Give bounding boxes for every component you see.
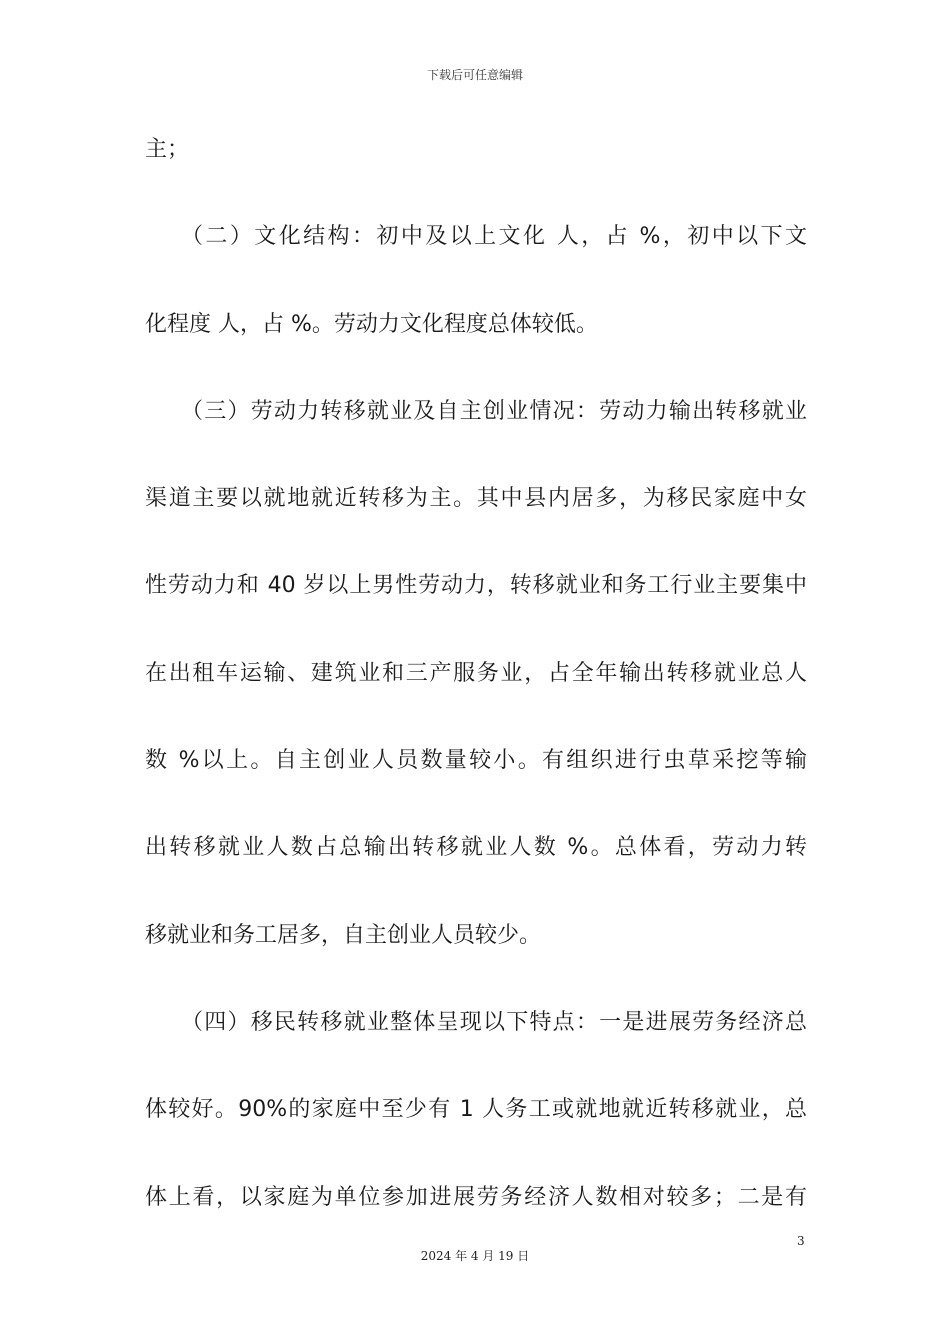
page-footer-date: 2024 年 4 月 19 日 (420, 1249, 530, 1263)
text-line: 出转移就业人数占总输出转移就业人数 %。总体看，劳动力转 (145, 835, 807, 861)
text-line: 在出租车运输、建筑业和三产服务业，占全年输出转移就业总人 (145, 660, 807, 686)
text-line: 体上看，以家庭为单位参加进展劳务经济人数相对较多；二是有 (145, 1184, 807, 1210)
paragraph-heading-line: （四）移民转移就业整体呈现以下特点：一是进展劳务经济总 (181, 1009, 807, 1035)
text-line: 体较好。90%的家庭中至少有 1 人务工或就地就近转移就业，总 (145, 1097, 807, 1123)
text-line: 移就业和务工居多，自主创业人员较少。 (145, 922, 542, 948)
text-line: 性劳动力和 40 岁以上男性劳动力，转移就业和务工行业主要集中 (145, 573, 807, 599)
page-number: 3 (797, 1234, 805, 1248)
text-line: 化程度 人，占 %。劳动力文化程度总体较低。 (145, 311, 598, 337)
paragraph-heading-line: （二）文化结构：初中及以上文化 人，占 %，初中以下文 (181, 224, 807, 250)
text-line: 主； (145, 137, 190, 162)
text-line: 数 %以上。自主创业人员数量较小。有组织进行虫草采挖等输 (145, 748, 807, 774)
document-body (145, 128, 807, 1263)
text-line: 渠道主要以就地就近转移为主。其中县内居多，为移民家庭中女 (145, 486, 807, 512)
page-header: 下载后可任意编辑 (426, 68, 523, 82)
paragraph-heading-line: （三）劳动力转移就业及自主创业情况：劳动力输出转移就业 (181, 398, 807, 424)
